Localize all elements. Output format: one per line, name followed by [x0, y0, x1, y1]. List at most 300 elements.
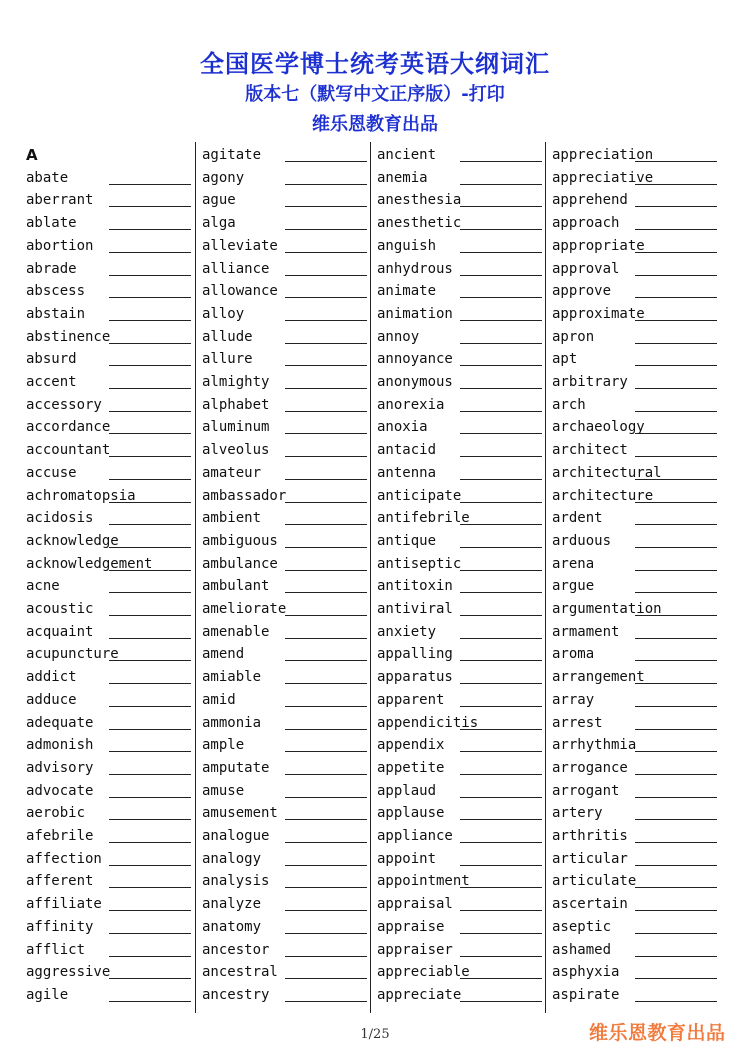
vocabulary-word: acoustic	[26, 601, 94, 617]
word-row	[377, 210, 543, 233]
vocabulary-word: abscess	[26, 283, 86, 300]
word-row	[202, 573, 368, 596]
answer-blank	[460, 660, 542, 661]
word-row	[552, 187, 718, 210]
answer-blank	[285, 842, 367, 843]
answer-blank	[635, 592, 717, 593]
vocabulary-word: affiliate	[26, 896, 102, 913]
vocabulary-word: abstinence	[26, 328, 111, 345]
word-row	[26, 732, 192, 755]
vocabulary-word: analogy	[202, 850, 262, 867]
answer-blank	[635, 161, 717, 162]
vocabulary-word: appendicitis	[377, 714, 479, 731]
word-row	[552, 460, 718, 483]
word-row	[377, 687, 543, 710]
vocabulary-word: alloy	[202, 305, 245, 322]
page-subtitle: 版本七（默写中文正序版）-打印	[245, 84, 505, 105]
word-row	[377, 710, 543, 733]
vocabulary-word: appropriate	[552, 237, 645, 254]
word-row	[202, 187, 368, 210]
answer-blank	[109, 184, 191, 185]
word-row	[552, 414, 718, 437]
answer-blank	[285, 706, 367, 707]
vocabulary-word: analysis	[202, 873, 270, 890]
word-row	[202, 278, 368, 301]
answer-blank	[460, 456, 542, 457]
answer-blank	[285, 479, 367, 480]
word-row	[552, 392, 718, 415]
vocabulary-word: aerobic	[26, 805, 86, 822]
answer-blank	[460, 729, 542, 730]
answer-blank	[109, 365, 191, 366]
word-row	[552, 573, 718, 596]
answer-blank	[460, 978, 542, 979]
vocabulary-word: adequate	[26, 714, 94, 731]
word-row	[552, 732, 718, 755]
vocabulary-word: almighty	[202, 374, 270, 390]
word-row	[202, 937, 368, 960]
answer-blank	[285, 683, 367, 684]
answer-blank	[635, 819, 717, 820]
word-row	[377, 437, 543, 460]
answer-blank	[635, 229, 717, 230]
word-row	[552, 483, 718, 506]
vocabulary-word: adduce	[26, 691, 77, 708]
answer-blank	[460, 547, 542, 548]
word-row	[26, 528, 192, 551]
word-row	[26, 891, 192, 914]
word-row	[202, 687, 368, 710]
word-row	[552, 369, 718, 392]
vocabulary-word: applaud	[377, 782, 437, 799]
vocabulary-word: arena	[552, 555, 595, 572]
answer-blank	[635, 1001, 717, 1002]
word-row	[202, 959, 368, 982]
vocabulary-word: aberrant	[26, 192, 94, 209]
answer-blank	[460, 638, 542, 639]
vocabulary-word: arduous	[552, 532, 612, 549]
answer-blank	[285, 365, 367, 366]
answer-blank	[460, 1001, 542, 1002]
word-row	[202, 732, 368, 755]
answer-blank	[285, 161, 367, 162]
answer-blank	[285, 411, 367, 412]
vocabulary-word: ardent	[552, 510, 603, 527]
answer-blank	[109, 706, 191, 707]
vocabulary-word: accent	[26, 374, 77, 390]
answer-blank	[285, 229, 367, 230]
word-row	[552, 324, 718, 347]
vocabulary-word: arrest	[552, 714, 603, 731]
answer-blank	[635, 320, 717, 321]
word-row	[377, 846, 543, 869]
vocabulary-word: approve	[552, 283, 612, 300]
answer-blank	[285, 275, 367, 276]
vocabulary-word: animate	[377, 283, 437, 300]
word-row	[26, 278, 192, 301]
word-row	[377, 460, 543, 483]
word-row	[202, 800, 368, 823]
word-row	[26, 187, 192, 210]
answer-blank	[635, 456, 717, 457]
word-row	[377, 914, 543, 937]
answer-blank	[460, 252, 542, 253]
answer-blank	[460, 592, 542, 593]
vocabulary-word: antiseptic	[377, 555, 462, 572]
vocabulary-word: addict	[26, 669, 77, 686]
answer-blank	[285, 252, 367, 253]
word-column-3	[370, 142, 546, 1013]
answer-blank	[635, 615, 717, 616]
answer-blank	[285, 456, 367, 457]
word-row	[552, 891, 718, 914]
word-row	[377, 664, 543, 687]
answer-blank	[109, 411, 191, 412]
vocabulary-word: apt	[552, 351, 578, 368]
answer-blank	[285, 638, 367, 639]
page-number: 1/25	[360, 1027, 390, 1042]
word-row	[202, 891, 368, 914]
vocabulary-word: aluminum	[202, 419, 270, 436]
vocabulary-word: ascertain	[552, 896, 628, 913]
vocabulary-word: analyze	[202, 896, 262, 913]
word-row	[377, 165, 543, 188]
vocabulary-word: acknowledge	[26, 532, 119, 549]
answer-blank	[460, 774, 542, 775]
answer-blank	[285, 592, 367, 593]
word-row	[552, 142, 718, 165]
word-row	[202, 437, 368, 460]
vocabulary-word: anesthetic	[377, 215, 462, 232]
vocabulary-word: ancestry	[202, 986, 270, 1003]
answer-blank	[460, 842, 542, 843]
word-row	[26, 256, 192, 279]
answer-blank	[635, 706, 717, 707]
vocabulary-word: accuse	[26, 464, 77, 481]
word-row	[202, 710, 368, 733]
vocabulary-word: ample	[202, 737, 245, 754]
word-row	[552, 619, 718, 642]
vocabulary-word: acupuncture	[26, 646, 119, 663]
vocabulary-word: appreciation	[552, 147, 654, 163]
answer-blank	[460, 229, 542, 230]
word-row	[552, 710, 718, 733]
answer-blank	[285, 797, 367, 798]
word-row	[26, 982, 192, 1005]
publisher-line: 维乐恩教育出品	[312, 114, 438, 135]
answer-blank	[460, 206, 542, 207]
answer-blank	[635, 570, 717, 571]
answer-blank	[285, 547, 367, 548]
answer-blank	[285, 865, 367, 866]
answer-blank	[635, 547, 717, 548]
vocabulary-grid	[20, 142, 720, 1013]
answer-blank	[635, 751, 717, 752]
vocabulary-word: armament	[552, 623, 620, 640]
vocabulary-word: approval	[552, 260, 620, 277]
answer-blank	[460, 343, 542, 344]
vocabulary-word: anonymous	[377, 374, 453, 390]
vocabulary-word: alleviate	[202, 237, 278, 254]
vocabulary-word: acne	[26, 578, 60, 595]
word-row	[202, 165, 368, 188]
vocabulary-word: appendix	[377, 737, 445, 754]
word-row	[26, 414, 192, 437]
vocabulary-word: arch	[552, 396, 586, 413]
vocabulary-word: ameliorate	[202, 601, 287, 617]
vocabulary-word: architect	[552, 442, 628, 459]
word-row	[552, 641, 718, 664]
vocabulary-word: admonish	[26, 737, 94, 754]
answer-blank	[460, 751, 542, 752]
word-row	[377, 346, 543, 369]
answer-blank	[285, 751, 367, 752]
answer-blank	[635, 842, 717, 843]
vocabulary-word: ambulant	[202, 578, 270, 595]
word-row	[26, 823, 192, 846]
vocabulary-word: anguish	[377, 237, 437, 254]
vocabulary-word: arthritis	[552, 828, 628, 844]
word-row	[377, 483, 543, 506]
word-row	[377, 800, 543, 823]
answer-blank	[635, 956, 717, 957]
word-row	[377, 937, 543, 960]
word-row	[377, 891, 543, 914]
word-row	[552, 823, 718, 846]
word-row	[26, 778, 192, 801]
word-column-1	[20, 142, 195, 1013]
vocabulary-word: anesthesia	[377, 192, 462, 209]
answer-blank	[285, 343, 367, 344]
answer-blank	[285, 388, 367, 389]
word-row	[552, 233, 718, 256]
vocabulary-word: abstain	[26, 305, 86, 322]
vocabulary-word: articular	[552, 850, 628, 867]
word-row	[552, 165, 718, 188]
word-row	[552, 528, 718, 551]
answer-blank	[109, 592, 191, 593]
answer-blank	[109, 570, 191, 571]
word-row	[552, 505, 718, 528]
vocabulary-word: anorexia	[377, 396, 445, 413]
word-row	[26, 687, 192, 710]
word-row	[202, 233, 368, 256]
answer-blank	[109, 343, 191, 344]
answer-blank	[635, 252, 717, 253]
vocabulary-word: appreciative	[552, 169, 654, 186]
answer-blank	[109, 933, 191, 934]
vocabulary-word: ague	[202, 192, 236, 209]
answer-blank	[109, 956, 191, 957]
vocabulary-word: aggressive	[26, 964, 111, 981]
vocabulary-word: appalling	[377, 646, 453, 663]
word-row	[552, 778, 718, 801]
vocabulary-word: anatomy	[202, 918, 262, 935]
vocabulary-word: anticipate	[377, 487, 462, 504]
word-row	[552, 846, 718, 869]
word-row	[377, 823, 543, 846]
vocabulary-word: acidosis	[26, 510, 94, 527]
vocabulary-word: artery	[552, 805, 603, 822]
word-row	[377, 187, 543, 210]
word-row	[377, 551, 543, 574]
word-row	[202, 914, 368, 937]
word-row	[552, 596, 718, 619]
answer-blank	[460, 320, 542, 321]
vocabulary-word: arbitrary	[552, 374, 628, 390]
vocabulary-word: antifebrile	[377, 510, 470, 527]
vocabulary-word: arrogant	[552, 782, 620, 799]
word-row	[26, 551, 192, 574]
vocabulary-word: amateur	[202, 464, 262, 481]
word-row	[377, 596, 543, 619]
answer-blank	[285, 887, 367, 888]
vocabulary-word: appreciable	[377, 964, 470, 981]
vocabulary-word: accessory	[26, 396, 102, 413]
vocabulary-word: apprehend	[552, 192, 628, 209]
vocabulary-word: acquaint	[26, 623, 94, 640]
answer-blank	[635, 683, 717, 684]
word-row	[552, 346, 718, 369]
vocabulary-word: articulate	[552, 873, 637, 890]
answer-blank	[460, 615, 542, 616]
vocabulary-word: approach	[552, 215, 620, 232]
answer-blank	[460, 683, 542, 684]
answer-blank	[285, 978, 367, 979]
answer-blank	[635, 797, 717, 798]
word-row	[26, 210, 192, 233]
word-row	[552, 437, 718, 460]
answer-blank	[109, 615, 191, 616]
answer-blank	[109, 887, 191, 888]
answer-blank	[460, 161, 542, 162]
word-row	[202, 505, 368, 528]
vocabulary-word: antacid	[377, 442, 437, 459]
word-row	[377, 505, 543, 528]
answer-blank	[285, 502, 367, 503]
answer-blank	[109, 978, 191, 979]
vocabulary-word: argumentation	[552, 601, 662, 617]
section-letter-row	[26, 142, 192, 165]
answer-blank	[460, 933, 542, 934]
word-row	[377, 641, 543, 664]
word-row	[377, 301, 543, 324]
vocabulary-word: arrhythmia	[552, 737, 637, 754]
word-row	[202, 369, 368, 392]
vocabulary-word: antique	[377, 532, 437, 549]
word-row	[552, 914, 718, 937]
answer-blank	[460, 365, 542, 366]
answer-blank	[460, 570, 542, 571]
vocabulary-word: analogue	[202, 828, 270, 844]
word-row	[377, 732, 543, 755]
vocabulary-word: affection	[26, 850, 102, 867]
answer-blank	[109, 456, 191, 457]
vocabulary-word: annoyance	[377, 351, 453, 368]
answer-blank	[109, 547, 191, 548]
vocabulary-word: afebrile	[26, 828, 94, 844]
vocabulary-word: appraiser	[377, 941, 453, 958]
word-row	[552, 278, 718, 301]
vocabulary-word: abate	[26, 169, 69, 186]
vocabulary-word: alphabet	[202, 396, 270, 413]
word-row	[377, 982, 543, 1005]
vocabulary-word: agile	[26, 986, 69, 1003]
answer-blank	[109, 206, 191, 207]
vocabulary-word: aseptic	[552, 918, 612, 935]
answer-blank	[285, 910, 367, 911]
word-row	[26, 619, 192, 642]
answer-blank	[460, 433, 542, 434]
vocabulary-word: afflict	[26, 941, 86, 958]
word-row	[552, 800, 718, 823]
vocabulary-word: apron	[552, 328, 595, 345]
answer-blank	[460, 184, 542, 185]
word-row	[377, 755, 543, 778]
vocabulary-word: amuse	[202, 782, 245, 799]
vocabulary-word: allude	[202, 328, 253, 345]
answer-blank	[109, 1001, 191, 1002]
word-row	[202, 619, 368, 642]
word-row	[552, 755, 718, 778]
answer-blank	[109, 910, 191, 911]
vocabulary-word: anoxia	[377, 419, 428, 436]
answer-blank	[109, 683, 191, 684]
answer-blank	[460, 411, 542, 412]
word-row	[202, 846, 368, 869]
vocabulary-word: appliance	[377, 828, 453, 844]
word-row	[26, 483, 192, 506]
answer-blank	[285, 184, 367, 185]
answer-blank	[109, 638, 191, 639]
answer-blank	[285, 660, 367, 661]
answer-blank	[285, 933, 367, 934]
answer-blank	[285, 615, 367, 616]
vocabulary-word: arrangement	[552, 669, 645, 686]
vocabulary-word: architectural	[552, 464, 662, 481]
vocabulary-word: appreciate	[377, 986, 462, 1003]
vocabulary-word: ancient	[377, 147, 437, 163]
vocabulary-word: antiviral	[377, 601, 453, 617]
answer-blank	[635, 887, 717, 888]
answer-blank	[109, 660, 191, 661]
vocabulary-word: amiable	[202, 669, 262, 686]
answer-blank	[635, 660, 717, 661]
vocabulary-word: amusement	[202, 805, 278, 822]
word-column-4	[545, 142, 721, 1013]
vocabulary-word: aroma	[552, 646, 595, 663]
answer-blank	[635, 524, 717, 525]
answer-blank	[460, 479, 542, 480]
answer-blank	[109, 524, 191, 525]
vocabulary-word: ashamed	[552, 941, 612, 958]
vocabulary-word: anhydrous	[377, 260, 453, 277]
word-row	[202, 414, 368, 437]
answer-blank	[109, 297, 191, 298]
word-row	[202, 551, 368, 574]
word-row	[552, 687, 718, 710]
answer-blank	[635, 275, 717, 276]
answer-blank	[285, 729, 367, 730]
answer-blank	[460, 819, 542, 820]
word-row	[202, 210, 368, 233]
word-row	[552, 301, 718, 324]
answer-blank	[635, 206, 717, 207]
word-row	[26, 233, 192, 256]
word-row	[26, 959, 192, 982]
word-row	[202, 142, 368, 165]
vocabulary-word: advisory	[26, 759, 94, 776]
